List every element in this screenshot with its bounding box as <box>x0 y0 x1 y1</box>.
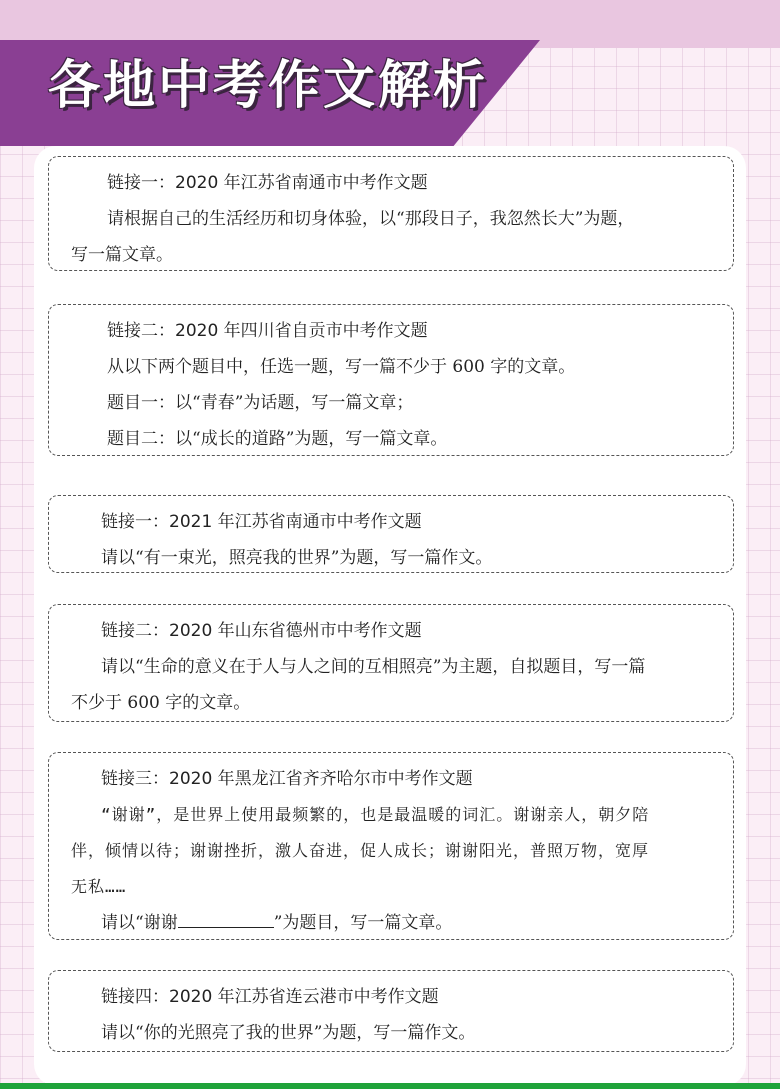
essay-topic-box <box>48 604 734 722</box>
essay-topic-box <box>48 304 734 456</box>
prompt-before: 请以“谢谢 <box>101 913 178 933</box>
essay-topic-box <box>48 752 734 940</box>
topic-line: 题目一：以“青春”为话题，写一篇文章； <box>107 393 414 413</box>
fill-in-blank <box>178 911 274 928</box>
bottom-decor-band <box>0 1083 780 1089</box>
topic-line: 请以“有一束光，照亮我的世界”为题，写一篇作文。 <box>101 548 493 568</box>
topic-heading: 链接二：2020 年四川省自贡市中考作文题 <box>107 321 428 341</box>
topic-line: 请以“生命的意义在于人与人之间的互相照亮”为主题，自拟题目，写一篇 <box>101 657 646 677</box>
topic-heading: 链接一：2021 年江苏省南通市中考作文题 <box>101 512 422 532</box>
topic-heading: 链接一：2020 年江苏省南通市中考作文题 <box>107 173 428 193</box>
prompt-after: ”为题目，写一篇文章。 <box>273 913 453 933</box>
topic-line: 请根据自己的生活经历和切身体验，以“那段日子，我忽然长大”为题， <box>107 209 635 229</box>
topic-heading: 链接三：2020 年黑龙江省齐齐哈尔市中考作文题 <box>101 769 473 789</box>
essay-topic-box <box>48 970 734 1052</box>
essay-topic-box <box>48 156 734 271</box>
topic-line: 题目二：以“成长的道路”为题，写一篇文章。 <box>107 429 448 449</box>
topic-prompt <box>71 905 711 941</box>
topic-heading: 链接四：2020 年江苏省连云港市中考作文题 <box>101 987 439 1007</box>
topic-line: 不少于 600 字的文章。 <box>71 693 251 713</box>
quote-line: 无私…… <box>71 877 127 896</box>
quote-line: “谢谢”，是世界上使用最频繁的，也是最温暖的词汇。谢谢亲人，朝夕陪 <box>101 805 650 824</box>
essay-topic-box <box>48 495 734 573</box>
topic-line: 写一篇文章。 <box>71 245 173 265</box>
page-title: 各地中考作文解析 <box>48 56 489 116</box>
topic-heading: 链接二：2020 年山东省德州市中考作文题 <box>101 621 422 641</box>
topic-line: 请以“你的光照亮了我的世界”为题，写一篇作文。 <box>101 1023 476 1043</box>
quote-line: 伴，倾情以待；谢谢挫折，激人奋进，促人成长；谢谢阳光，普照万物，宽厚 <box>71 841 650 860</box>
topic-line: 从以下两个题目中，任选一题，写一篇不少于 600 字的文章。 <box>107 357 576 377</box>
